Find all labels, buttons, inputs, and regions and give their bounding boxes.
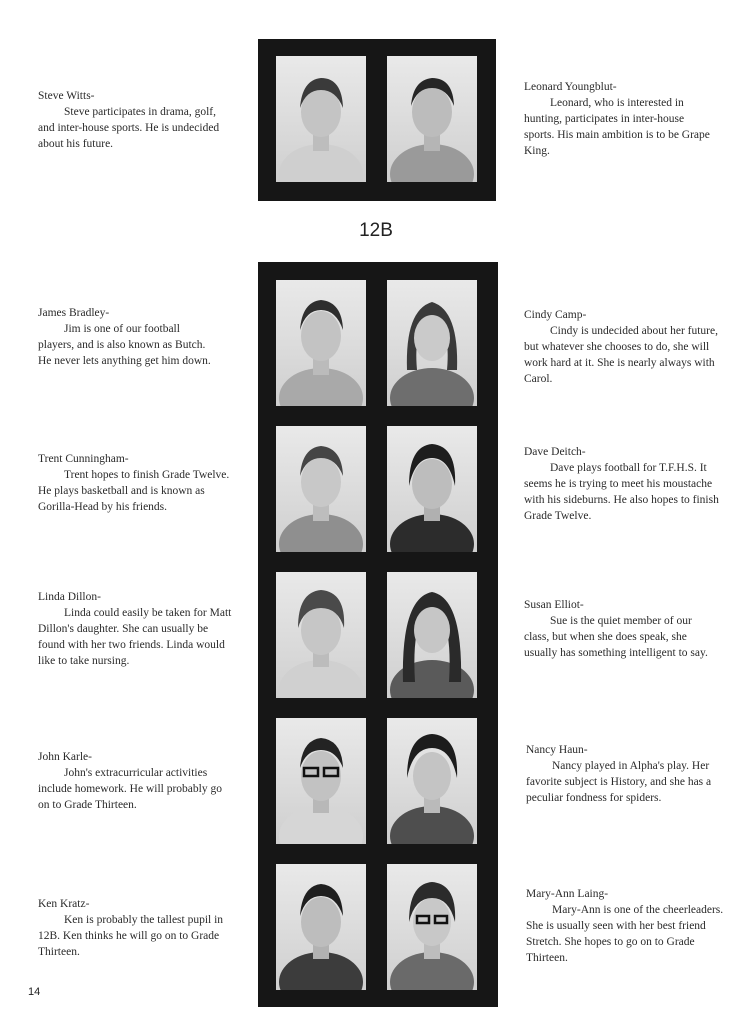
student-description: Ken is probably the tallest pupil in 12B. Ken thinks he will go on to Grade Thirteen.: [38, 914, 224, 958]
student-photo: [387, 718, 477, 844]
student-bio-steve-witts: [38, 88, 233, 152]
student-photo: [276, 426, 366, 552]
student-photo: [387, 572, 477, 698]
student-description: Steve participates in drama, golf, and inter-house sports. He is undecided about his future.: [38, 106, 220, 150]
student-description: Linda could easily be taken for Matt Dillon's daughter. She can usually be found with her two friends. Linda would like to take nursing.: [38, 607, 232, 667]
student-name: Linda Dillon-: [38, 591, 101, 603]
student-description: Leonard, who is interested in hunting, participates in inter-house sports. His main ambition is to be Grape King.: [524, 97, 710, 157]
student-name: James Bradley-: [38, 307, 110, 319]
student-photo: [387, 426, 477, 552]
student-bio-trent-cunningham: [38, 451, 233, 515]
student-photo: [276, 864, 366, 990]
student-name: John Karle-: [38, 751, 92, 763]
student-description: Dave plays football for T.F.H.S. It seems he is trying to meet his moustache with his sideburns. He also hopes to finish Grade Twelve.: [524, 462, 719, 522]
student-bio-mary-ann-laing: [526, 886, 724, 966]
student-photo: [387, 864, 477, 990]
student-name: Nancy Haun-: [526, 744, 588, 756]
student-name: Ken Kratz-: [38, 898, 90, 910]
student-description: John's extracurricular activities include homework. He will probably go on to Grade Thirteen.: [38, 767, 222, 811]
student-bio-linda-dillon: [38, 589, 233, 669]
student-bio-leonard-youngblut: [524, 79, 716, 159]
student-bio-dave-deitch: [524, 444, 722, 524]
student-name: Susan Elliot-: [524, 599, 584, 611]
student-bio-cindy-camp: [524, 307, 719, 387]
student-description: Cindy is undecided about her future, but whatever she chooses to do, she will work hard at it. She is nearly always with Carol.: [524, 325, 718, 385]
student-bio-james-bradley: [38, 305, 218, 369]
student-photo: [276, 280, 366, 406]
student-description: Sue is the quiet member of our class, but when she does speak, she usually has something intelligent to say.: [524, 615, 708, 659]
student-description: Jim is one of our football players, and is also known as Butch. He never lets anything get him down.: [38, 323, 211, 367]
student-name: Dave Deitch-: [524, 446, 586, 458]
student-photo: [387, 280, 477, 406]
student-photo: [387, 56, 477, 182]
student-photo: [276, 56, 366, 182]
student-photo: [276, 718, 366, 844]
student-name: Leonard Youngblut-: [524, 81, 617, 93]
student-name: Cindy Camp-: [524, 309, 587, 321]
student-name: Trent Cunningham-: [38, 453, 129, 465]
student-bio-nancy-haun: [526, 742, 714, 806]
page-number: 14: [28, 986, 41, 998]
student-name: Steve Witts-: [38, 90, 95, 102]
student-bio-john-karle: [38, 749, 236, 813]
student-bio-susan-elliot: [524, 597, 716, 661]
photo-strip-top: [258, 39, 496, 201]
student-name: Mary-Ann Laing-: [526, 888, 609, 900]
student-description: Nancy played in Alpha's play. Her favorite subject is History, and she has a peculiar fondness for spiders.: [526, 760, 712, 804]
student-bio-ken-kratz: [38, 896, 230, 960]
photo-strip-main: [258, 262, 498, 1007]
section-title: 12B: [359, 220, 393, 241]
student-description: Mary-Ann is one of the cheerleaders. She is usually seen with her best friend Stretch. She hopes to go on to Grade Thirteen.: [526, 904, 724, 964]
student-description: Trent hopes to finish Grade Twelve. He plays basketball and is known as Gorilla-Head by his friends.: [38, 469, 230, 513]
student-photo: [276, 572, 366, 698]
